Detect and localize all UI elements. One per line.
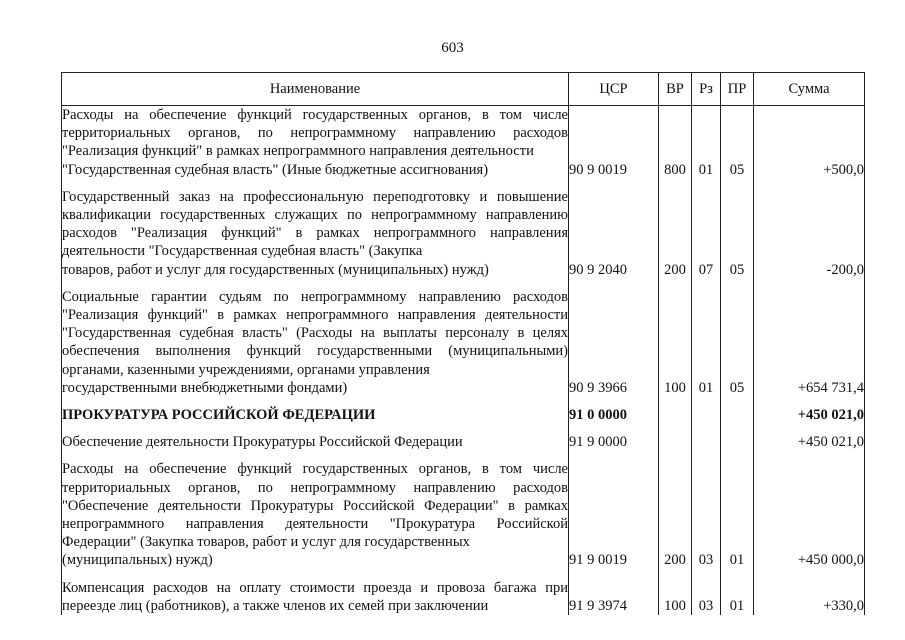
- header-name: Наименование: [62, 73, 569, 106]
- row-name: [62, 179, 569, 279]
- row-rz: 01: [692, 106, 721, 179]
- row-rz: [692, 397, 721, 424]
- row-csr: 91 9 0019: [569, 451, 659, 569]
- row-pr: 05: [721, 179, 754, 279]
- budget-table: [61, 72, 865, 615]
- row-vr: [659, 424, 692, 451]
- row-vr: 100: [659, 570, 692, 615]
- row-csr: 91 9 3974: [569, 570, 659, 615]
- header-rz: Рз: [692, 73, 721, 106]
- row-csr: 90 9 2040: [569, 179, 659, 279]
- table-row: [62, 279, 865, 397]
- row-sum: +450 021,0: [754, 397, 865, 424]
- row-name-text: Расходы на обеспечение функций государственных органов, в том числе территориальных органов, по непрограммному направлению расходов "Обеспечение деятельности Прокуратуры Российской Федерации" в рамках непрограммного направления деятельности "Прокуратура Российской Федерации" (Закупка товаров, работ и услуг для государственных: [62, 461, 568, 551]
- row-name: [62, 106, 569, 179]
- page-number: 603: [441, 40, 464, 56]
- row-name: [62, 397, 569, 424]
- row-rz: 01: [692, 279, 721, 397]
- row-rz: 03: [692, 451, 721, 569]
- row-rz: 03: [692, 570, 721, 615]
- table-row: [62, 106, 865, 179]
- row-name-text: Расходы на обеспечение функций государственных органов, в том числе территориальных органов, по непрограммному направлению расходов "Реализация функций" в рамках непрограммного направления деятельности: [62, 107, 568, 160]
- row-pr: 01: [721, 570, 754, 615]
- row-vr: 800: [659, 106, 692, 179]
- row-sum: +330,0: [754, 570, 865, 615]
- row-sum: +450 000,0: [754, 451, 865, 569]
- table-row: [62, 451, 865, 569]
- row-name: [62, 424, 569, 451]
- row-pr: [721, 397, 754, 424]
- row-sum: +450 021,0: [754, 424, 865, 451]
- table-row: [62, 570, 865, 615]
- row-vr: 200: [659, 451, 692, 569]
- table-row-section: [62, 397, 865, 424]
- header-vr: ВР: [659, 73, 692, 106]
- row-name-last-line: "Государственная судебная власть" (Иные бюджетные ассигнования): [62, 161, 489, 178]
- section-title: ПРОКУРАТУРА РОССИЙСКОЙ ФЕДЕРАЦИИ: [62, 407, 376, 424]
- row-csr: 91 0 0000: [569, 397, 659, 424]
- row-name: [62, 451, 569, 569]
- row-rz: [692, 424, 721, 451]
- row-pr: 05: [721, 279, 754, 397]
- row-name: [62, 279, 569, 397]
- table-header-row: [62, 73, 865, 106]
- row-name-text: Государственный заказ на профессиональную переподготовку и повышение квалификации государственных служащих по непрограммному направлению расходов "Реализация функций" в рамках непрограммного направления деятельности "Государственная судебная власть" (Закупка: [62, 188, 568, 260]
- header-sum: Сумма: [754, 73, 865, 106]
- row-name-last-line: Обеспечение деятельности Прокуратуры Российской Федерации: [62, 434, 463, 451]
- row-name-last-line: государственными внебюджетными фондами): [62, 379, 348, 396]
- row-vr: [659, 397, 692, 424]
- row-sum: -200,0: [754, 179, 865, 279]
- row-pr: 01: [721, 451, 754, 569]
- row-csr: 91 9 0000: [569, 424, 659, 451]
- row-csr: 90 9 0019: [569, 106, 659, 179]
- row-csr: 90 9 3966: [569, 279, 659, 397]
- row-sum: +654 731,4: [754, 279, 865, 397]
- row-pr: [721, 424, 754, 451]
- row-vr: 100: [659, 279, 692, 397]
- row-vr: 200: [659, 179, 692, 279]
- row-pr: 05: [721, 106, 754, 179]
- table-row: [62, 179, 865, 279]
- header-csr: ЦСР: [569, 73, 659, 106]
- row-name-text: Компенсация расходов на оплату стоимости проезда и провоза багажа при переезде лиц (работников), а также членов их семей при заключении: [62, 579, 568, 614]
- table-row: [62, 424, 865, 451]
- row-name-text: Социальные гарантии судьям по непрограммному направлению расходов "Реализация функций" в рамках непрограммного направления деятельности "Государственная судебная власть" (Расходы на выплаты персоналу в целях обеспечения выполнения функций государственными (муниципальными) органами, казенными учреждениями, органами управления: [62, 288, 568, 378]
- row-name-last-line: товаров, работ и услуг для государственных (муниципальных) нужд): [62, 261, 489, 278]
- row-name-last-line: (муниципальных) нужд): [62, 552, 213, 569]
- header-pr: ПР: [721, 73, 754, 106]
- row-name: [62, 570, 569, 615]
- row-rz: 07: [692, 179, 721, 279]
- row-sum: +500,0: [754, 106, 865, 179]
